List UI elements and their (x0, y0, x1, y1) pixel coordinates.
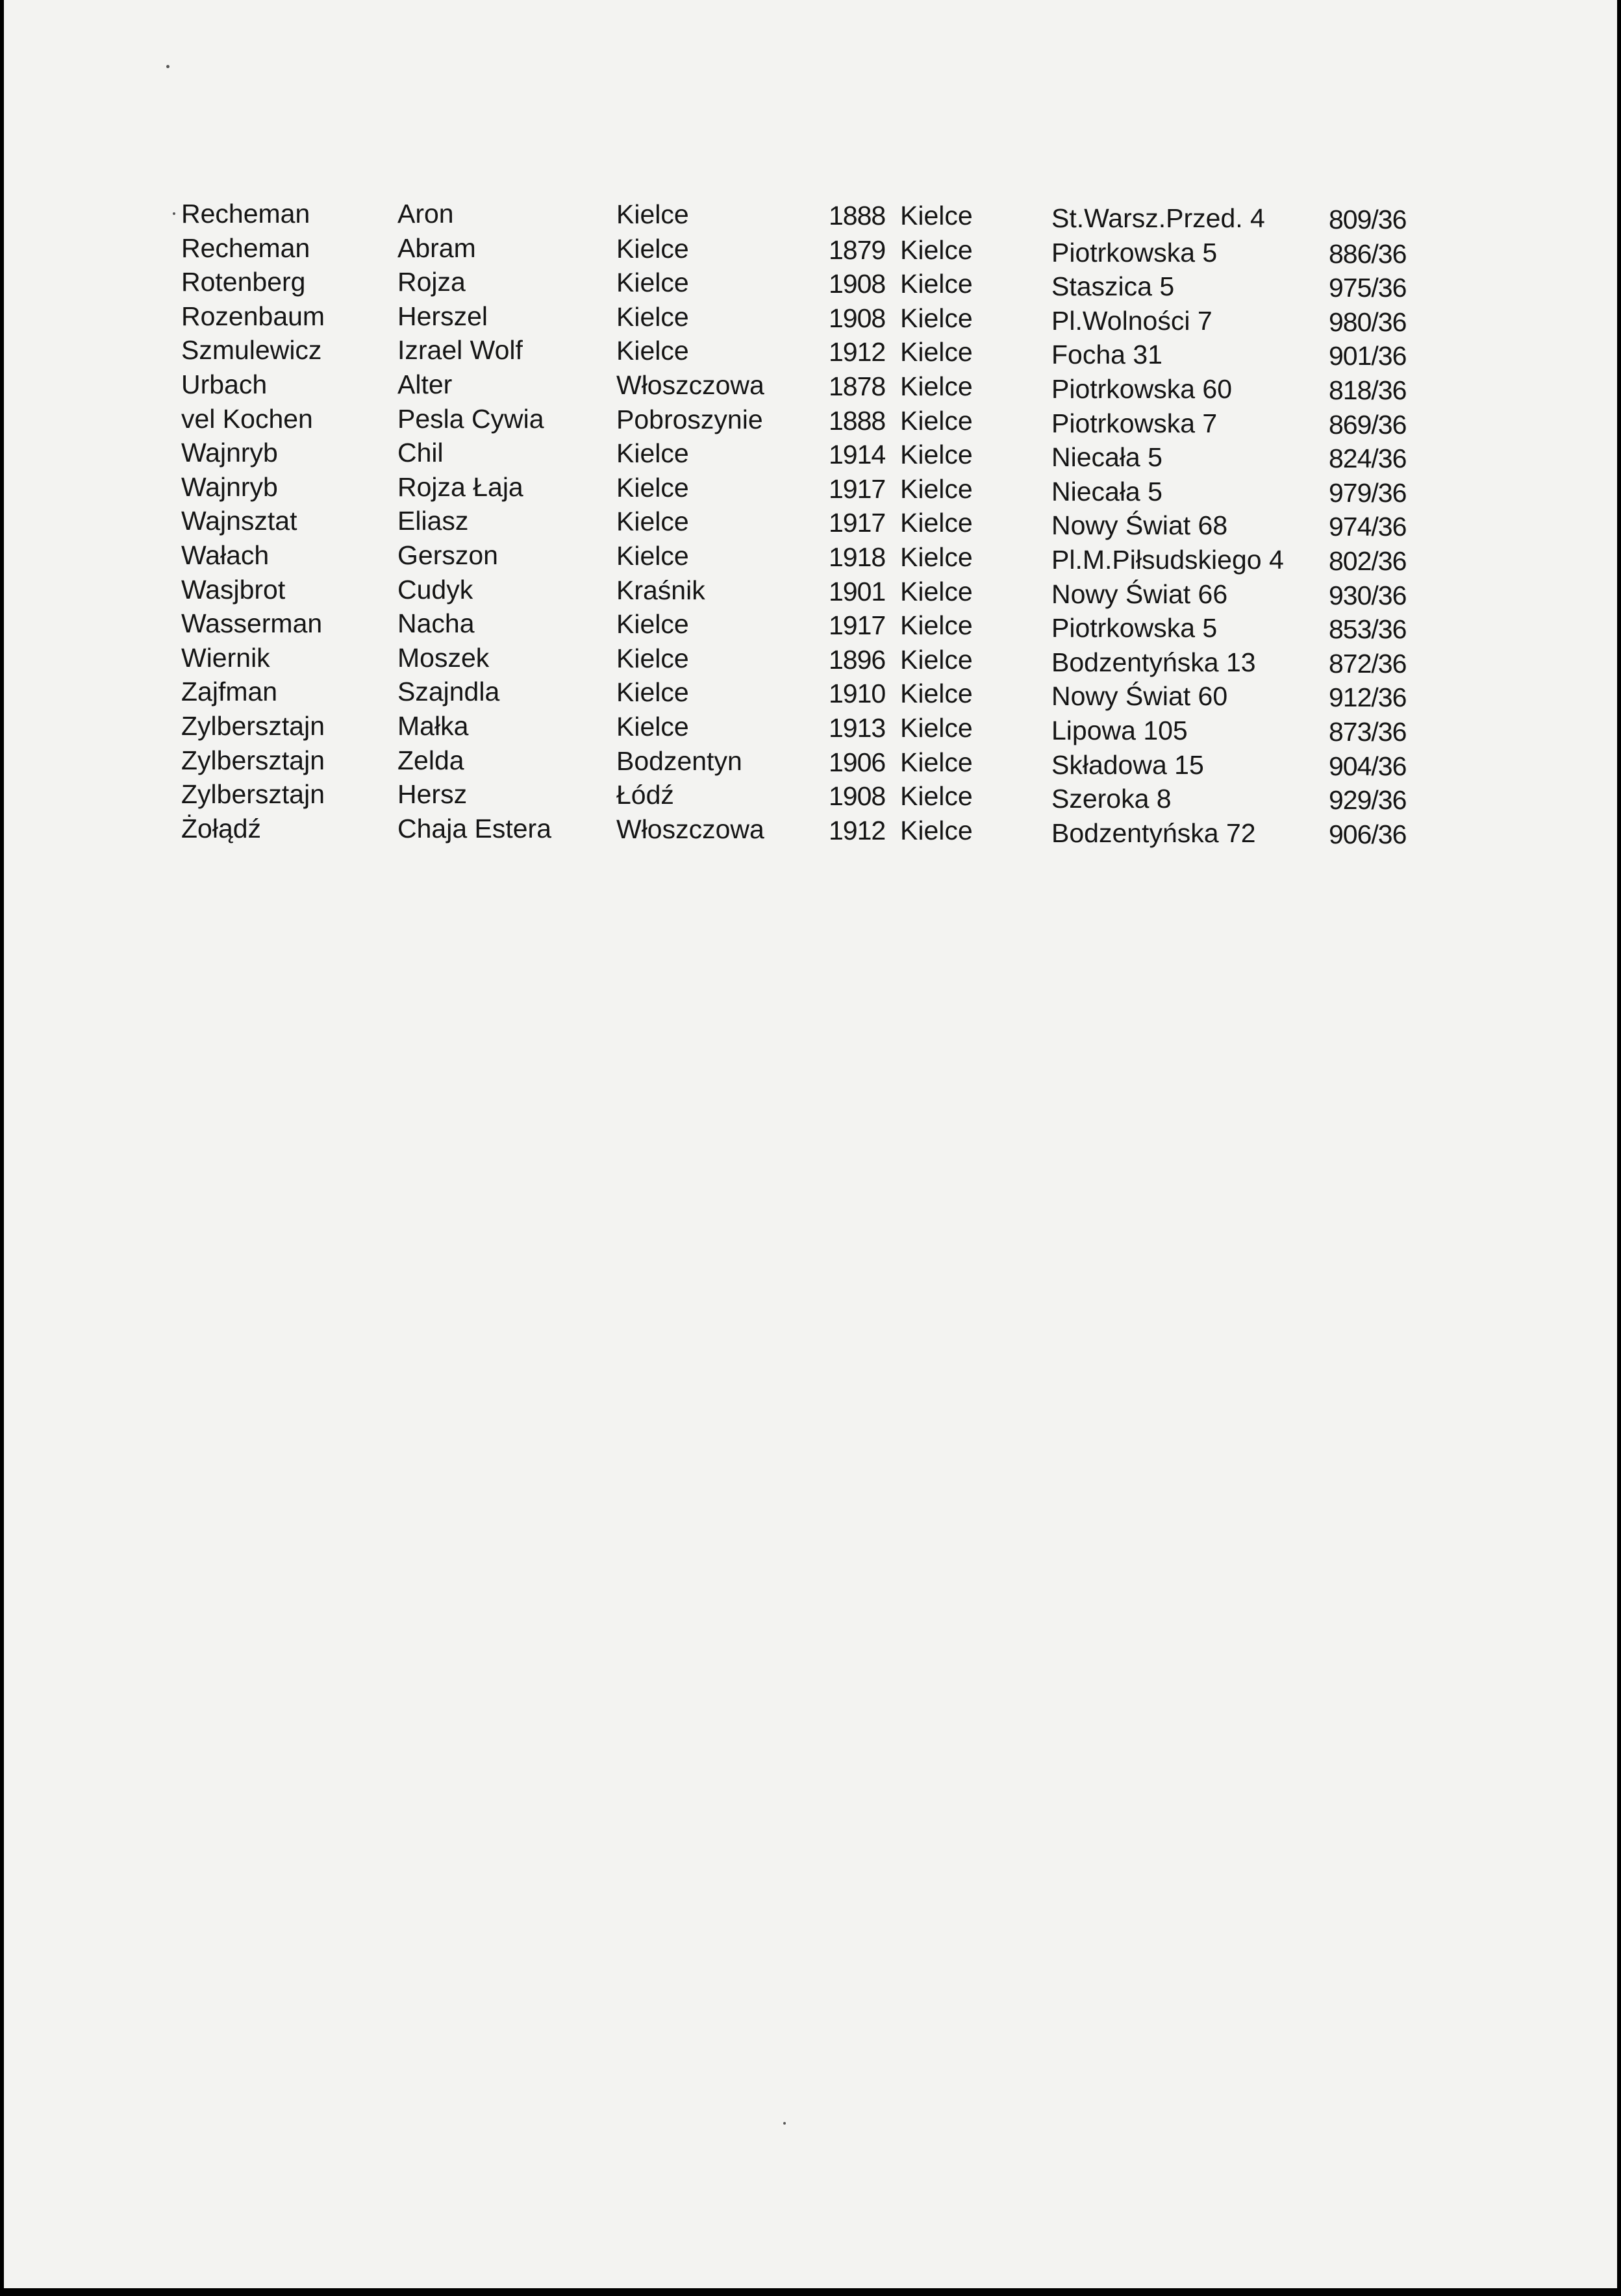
birthplace-cell: Bodzentyn (616, 746, 742, 776)
record-number-cell: 974/36 (1329, 512, 1407, 542)
table-row (4, 368, 1617, 405)
address-cell: Niecała 5 (1051, 442, 1162, 472)
birthplace-cell: Kielce (616, 677, 689, 707)
record-number-cell: 930/36 (1329, 580, 1407, 610)
surname-cell: Zylbersztajn (181, 779, 325, 809)
table-row (4, 299, 1617, 337)
table-row (4, 265, 1617, 303)
record-number-cell: 869/36 (1329, 410, 1407, 440)
address-cell: Bodzentyńska 72 (1051, 818, 1256, 848)
table-row (4, 402, 1617, 440)
surname-cell: Wiernik (181, 643, 270, 673)
given-name-cell: Aron (397, 199, 454, 229)
residence-cell: Kielce (900, 371, 973, 401)
birth-year-cell: 1888 (829, 406, 886, 436)
birth-year-cell: 1878 (829, 371, 886, 401)
table-row (4, 812, 1617, 849)
surname-cell: Rozenbaum (181, 301, 325, 331)
given-name-cell: Szajndla (397, 677, 500, 706)
residence-cell: Kielce (900, 645, 973, 675)
residence-cell: Kielce (900, 713, 973, 743)
birth-year-cell: 1913 (829, 713, 886, 743)
birthplace-cell: Kielce (616, 438, 689, 468)
address-cell: Pl.M.Piłsudskiego 4 (1051, 545, 1284, 575)
address-cell: Lipowa 105 (1051, 716, 1188, 745)
residence-cell: Kielce (900, 577, 973, 606)
record-number-cell: 886/36 (1329, 239, 1407, 269)
birthplace-cell: Pobroszynie (616, 405, 763, 434)
surname-cell: Recheman (181, 199, 310, 229)
given-name-cell: Chil (397, 438, 444, 468)
birthplace-cell: Włoszczowa (616, 814, 764, 844)
record-number-cell: 818/36 (1329, 375, 1407, 405)
birth-year-cell: 1918 (829, 542, 886, 572)
birthplace-cell: Kielce (616, 506, 689, 536)
given-name-cell: Izrael Wolf (397, 335, 523, 365)
address-cell: Staszica 5 (1051, 271, 1175, 301)
record-number-cell: 929/36 (1329, 785, 1407, 815)
given-name-cell: Abram (397, 233, 476, 263)
table-row (4, 606, 1617, 644)
surname-cell: vel Kochen (181, 404, 313, 434)
record-number-cell: 853/36 (1329, 614, 1407, 644)
given-name-cell: Chaja Estera (397, 814, 552, 843)
birthplace-cell: Kielce (616, 234, 689, 264)
birthplace-cell: Kielce (616, 199, 689, 229)
birthplace-cell: Kielce (616, 541, 689, 571)
address-cell: Piotrkowska 5 (1051, 613, 1218, 643)
record-number-cell: 802/36 (1329, 546, 1407, 576)
address-cell: Piotrkowska 5 (1051, 238, 1218, 268)
surname-cell: Rotenberg (181, 267, 306, 297)
given-name-cell: Małka (397, 711, 469, 741)
birth-year-cell: 1912 (829, 816, 886, 845)
table-row (4, 709, 1617, 747)
residence-cell: Kielce (900, 406, 973, 436)
birthplace-cell: Kraśnik (616, 575, 705, 605)
table-row (4, 538, 1617, 576)
birth-year-cell: 1912 (829, 337, 886, 367)
record-number-cell: 872/36 (1329, 649, 1407, 679)
given-name-cell: Pesla Cywia (397, 404, 544, 434)
given-name-cell: Herszel (397, 301, 488, 331)
surname-cell: Zylbersztajn (181, 745, 325, 775)
table-row (4, 231, 1617, 269)
residence-cell: Kielce (900, 235, 973, 265)
surname-cell: Wajnryb (181, 472, 278, 502)
table-row (4, 573, 1617, 610)
table-row (4, 197, 1617, 234)
residence-cell: Kielce (900, 781, 973, 811)
table-row (4, 470, 1617, 508)
birthplace-cell: Kielce (616, 609, 689, 639)
surname-cell: Wasjbrot (181, 575, 286, 605)
table-row (4, 743, 1617, 781)
residence-cell: Kielce (900, 508, 973, 538)
address-cell: Piotrkowska 60 (1051, 374, 1233, 404)
address-cell: Bodzentyńska 13 (1051, 647, 1256, 677)
record-number-cell: 824/36 (1329, 443, 1407, 473)
birthplace-cell: Kielce (616, 712, 689, 742)
table-row (4, 504, 1617, 542)
birth-year-cell: 1917 (829, 474, 886, 504)
record-number-cell: 979/36 (1329, 478, 1407, 508)
surname-cell: Wajnsztat (181, 506, 297, 536)
residence-cell: Kielce (900, 542, 973, 572)
address-cell: Focha 31 (1051, 340, 1162, 369)
residence-cell: Kielce (900, 679, 973, 708)
table-row (4, 436, 1617, 473)
scan-speck (783, 2122, 786, 2125)
given-name-cell: Rojza Łaja (397, 472, 523, 502)
record-number-cell: 873/36 (1329, 717, 1407, 747)
address-cell: Nowy Świat 60 (1051, 681, 1228, 711)
address-cell: Piotrkowska 7 (1051, 408, 1218, 438)
birth-year-cell: 1879 (829, 235, 886, 265)
birth-year-cell: 1908 (829, 303, 886, 333)
residence-cell: Kielce (900, 269, 973, 299)
address-cell: Pl.Wolności 7 (1051, 306, 1213, 336)
record-number-cell: 975/36 (1329, 273, 1407, 303)
residence-cell: Kielce (900, 201, 973, 231)
record-number-cell: 980/36 (1329, 307, 1407, 337)
given-name-cell: Gerszon (397, 540, 498, 570)
surname-cell: Zajfman (181, 677, 278, 706)
birthplace-cell: Łódź (616, 780, 674, 810)
residence-cell: Kielce (900, 303, 973, 333)
record-number-cell: 901/36 (1329, 341, 1407, 371)
given-name-cell: Cudyk (397, 575, 473, 605)
residence-cell: Kielce (900, 747, 973, 777)
given-name-cell: Moszek (397, 643, 490, 673)
table-row (4, 333, 1617, 371)
given-name-cell: Hersz (397, 779, 468, 809)
birth-year-cell: 1906 (829, 747, 886, 777)
address-cell: Szeroka 8 (1051, 784, 1172, 814)
surname-cell: Wajnryb (181, 438, 278, 468)
residence-cell: Kielce (900, 337, 973, 367)
birth-year-cell: 1888 (829, 201, 886, 231)
table-row (4, 675, 1617, 712)
residence-cell: Kielce (900, 440, 973, 469)
birthplace-cell: Kielce (616, 336, 689, 366)
table-row (4, 777, 1617, 815)
residence-cell: Kielce (900, 474, 973, 504)
residence-cell: Kielce (900, 816, 973, 845)
birthplace-cell: Kielce (616, 643, 689, 673)
address-cell: Nowy Świat 68 (1051, 510, 1228, 540)
given-name-cell: Rojza (397, 267, 466, 297)
address-cell: Niecała 5 (1051, 477, 1162, 506)
birth-year-cell: 1914 (829, 440, 886, 469)
given-name-cell: Alter (397, 369, 453, 399)
birthplace-cell: Kielce (616, 302, 689, 332)
table-row (4, 641, 1617, 679)
birthplace-cell: Włoszczowa (616, 370, 764, 400)
address-cell: St.Warsz.Przed. 4 (1051, 203, 1265, 233)
surname-cell: Szmulewicz (181, 335, 322, 365)
document-page (4, 0, 1617, 2288)
birthplace-cell: Kielce (616, 473, 689, 503)
record-number-cell: 904/36 (1329, 751, 1407, 781)
scan-speck (166, 65, 170, 68)
birth-year-cell: 1908 (829, 269, 886, 299)
birthplace-cell: Kielce (616, 268, 689, 297)
record-number-cell: 906/36 (1329, 819, 1407, 849)
surname-cell: Recheman (181, 233, 310, 263)
address-cell: Nowy Świat 66 (1051, 579, 1228, 609)
birth-year-cell: 1917 (829, 610, 886, 640)
surname-cell: Żołądź (181, 814, 262, 843)
surname-cell: Zylbersztajn (181, 711, 325, 741)
address-cell: Składowa 15 (1051, 750, 1204, 780)
record-number-cell: 912/36 (1329, 682, 1407, 712)
residence-cell: Kielce (900, 610, 973, 640)
birth-year-cell: 1908 (829, 781, 886, 811)
surname-cell: Wasserman (181, 608, 323, 638)
birth-year-cell: 1910 (829, 679, 886, 708)
birth-year-cell: 1896 (829, 645, 886, 675)
given-name-cell: Eliasz (397, 506, 469, 536)
given-name-cell: Zelda (397, 745, 464, 775)
birth-year-cell: 1901 (829, 577, 886, 606)
surname-cell: Wałach (181, 540, 270, 570)
given-name-cell: Nacha (397, 608, 475, 638)
birth-year-cell: 1917 (829, 508, 886, 538)
record-number-cell: 809/36 (1329, 205, 1407, 234)
surname-cell: Urbach (181, 369, 268, 399)
